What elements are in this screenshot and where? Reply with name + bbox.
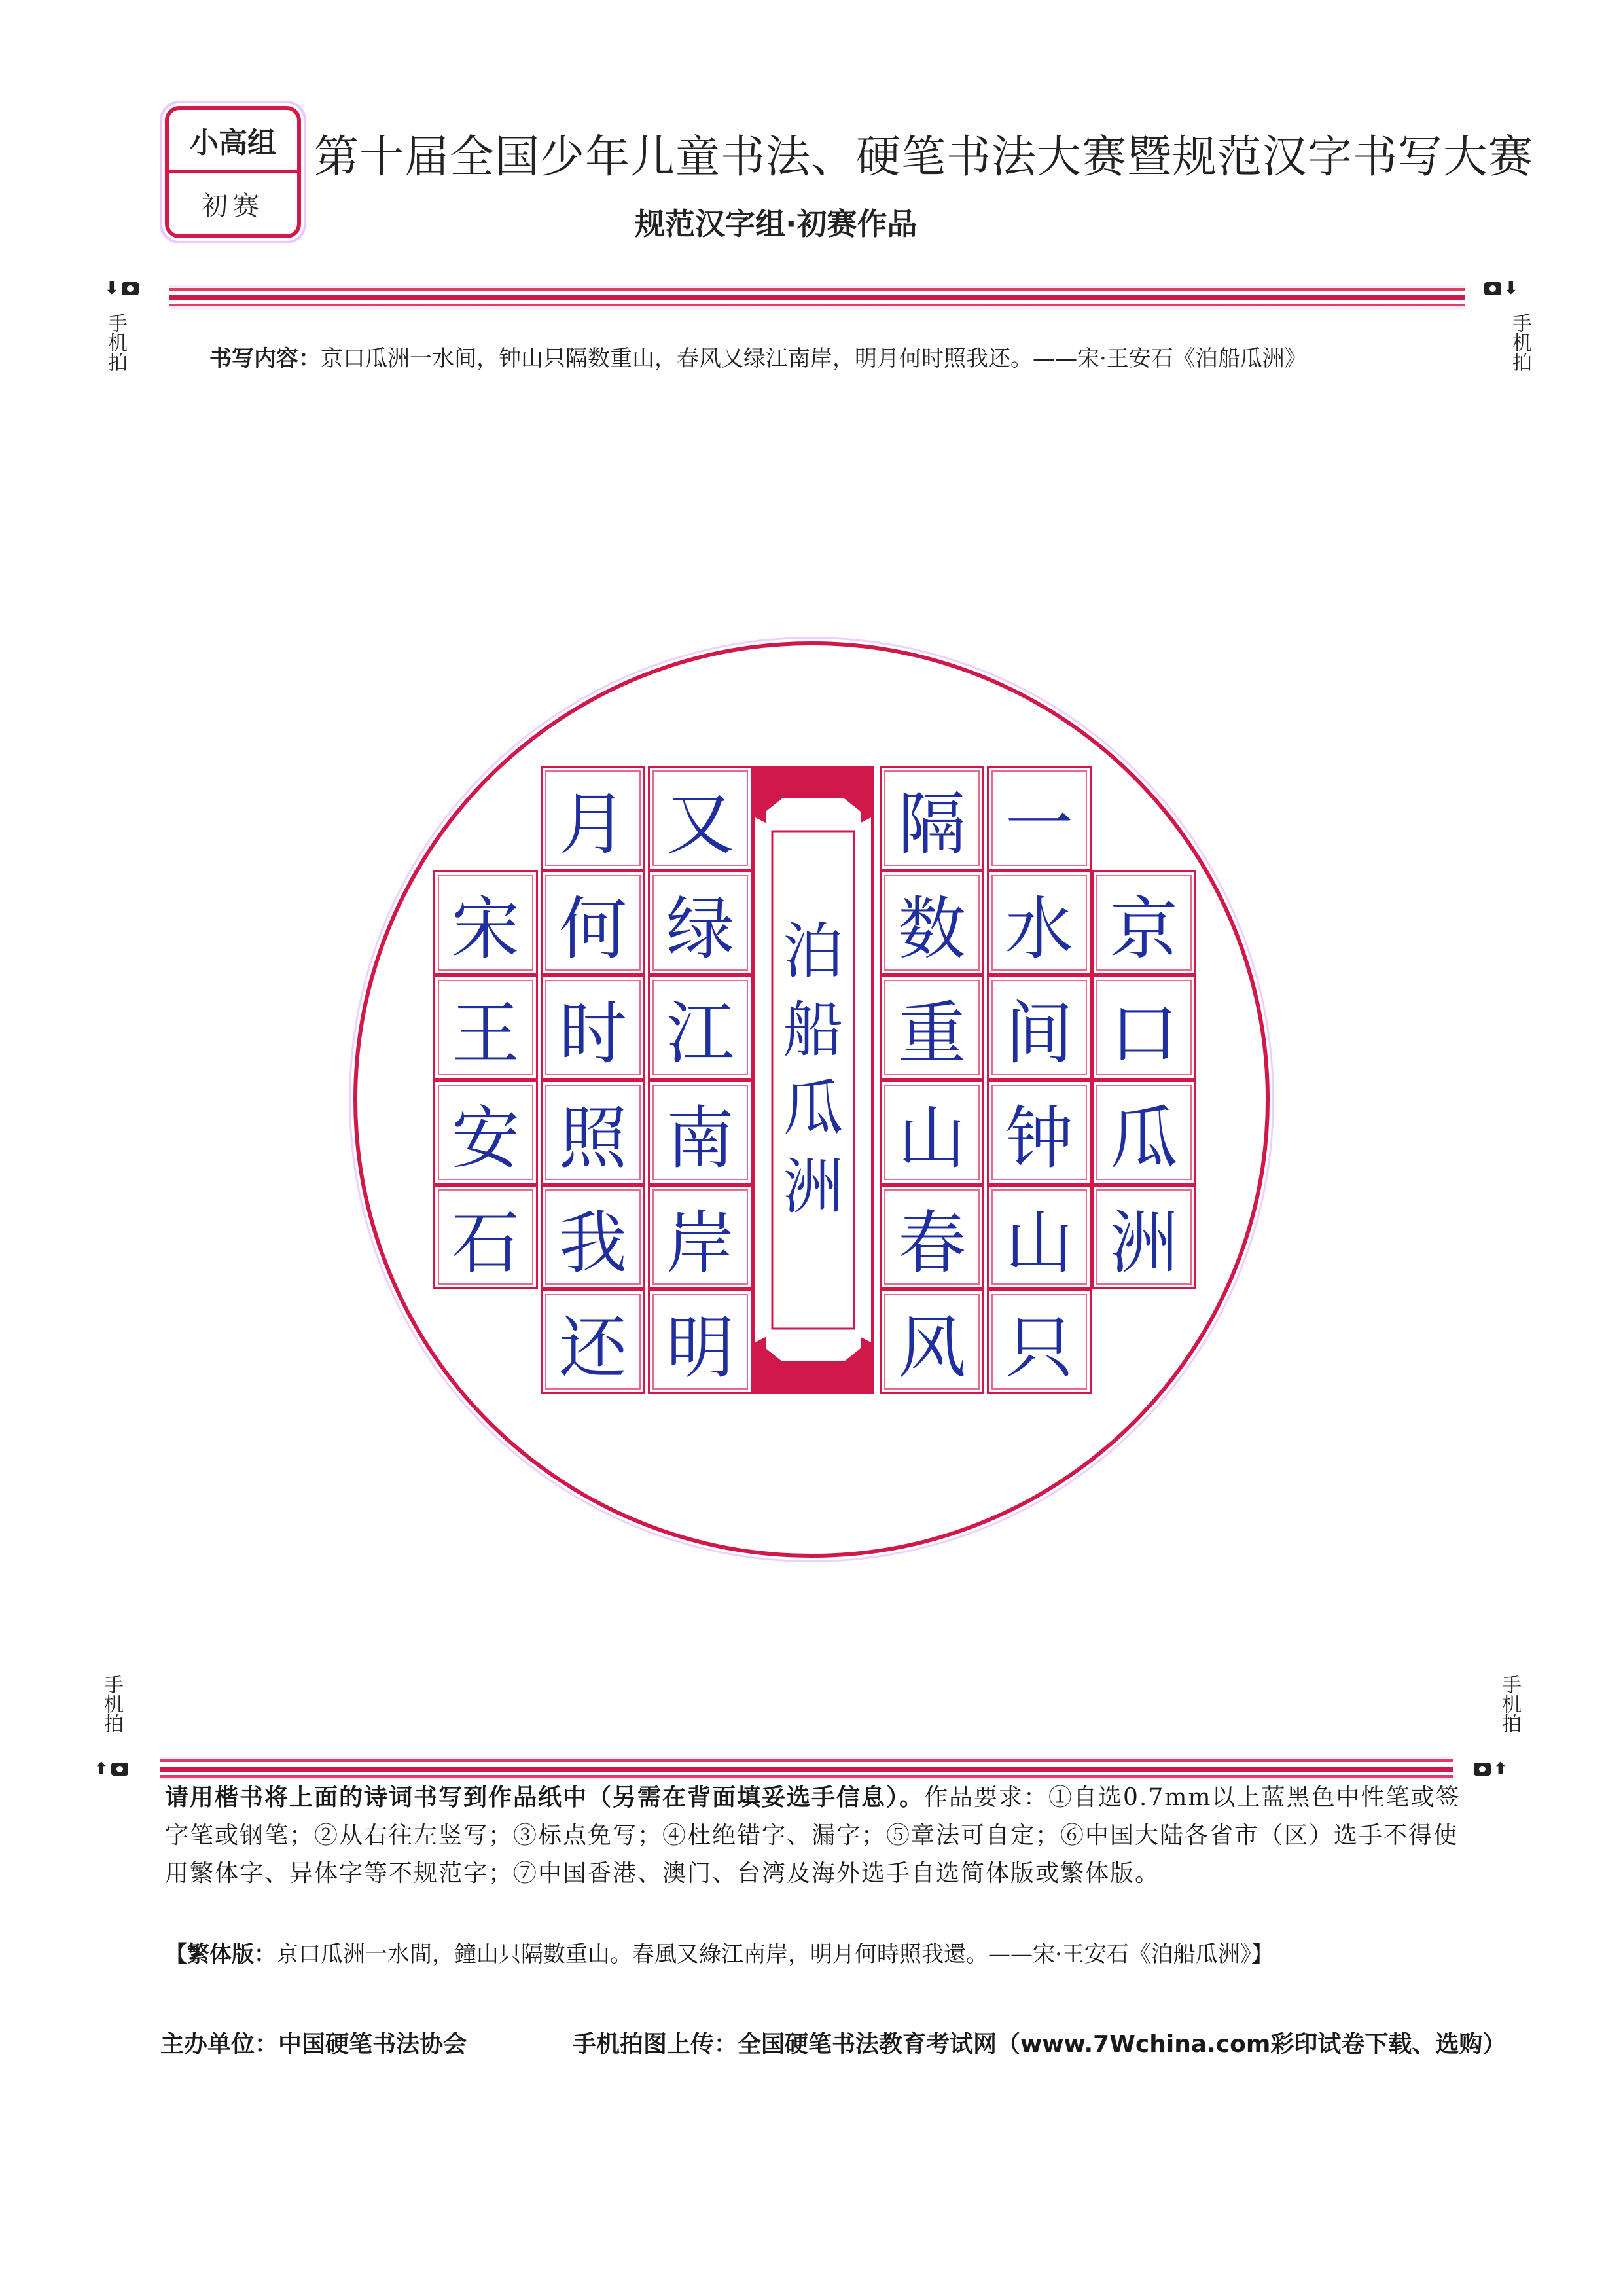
grid-cell: 明 — [648, 1289, 753, 1394]
poem-title-char: 泊 — [783, 916, 844, 986]
grid-cell: 江 — [648, 975, 753, 1080]
grid-cell: 安 — [433, 1080, 538, 1185]
grid-cell: 水 — [987, 870, 1092, 975]
grid-cell: 间 — [987, 975, 1092, 1080]
poem-title-char: 瓜 — [783, 1073, 844, 1143]
top-right-photo-mark — [1484, 281, 1518, 296]
grid-cell: 隔 — [880, 766, 984, 870]
grid-cell: 京 — [1092, 870, 1196, 975]
grid-cell: 石 — [433, 1185, 538, 1289]
grid-cell: 山 — [880, 1080, 984, 1185]
page-subtitle: 规范汉字组·初赛作品 — [635, 206, 918, 242]
writing-content-text: 京口瓜洲一水间，钟山只隔数重山，春风又绿江南岸，明月何时照我还。——宋·王安石《泊船瓜洲》 — [321, 346, 1307, 372]
writing-content-label: 书写内容： — [209, 346, 321, 372]
camera-icon — [1484, 282, 1501, 295]
camera-icon — [111, 1763, 128, 1776]
vertical-label-text: 手机拍 — [100, 1674, 123, 1733]
grid-cell: 山 — [987, 1185, 1092, 1289]
grid-cell: 还 — [541, 1289, 645, 1394]
arrow-up-icon: ⬆ — [1493, 1759, 1508, 1779]
grid-cell: 宋 — [433, 870, 538, 975]
grid-cell: 春 — [880, 1185, 984, 1289]
bottom-right-photo-mark — [1474, 1759, 1508, 1779]
grid-cell: 月 — [541, 766, 645, 870]
grid-cell: 只 — [987, 1289, 1092, 1394]
vertical-label-text: 手机拍 — [104, 313, 127, 372]
upload-info: 手机拍图上传：全国硬笔书法教育考试网（www.7Wchina.com彩印试卷下载、选购） — [573, 2031, 1507, 2058]
grid-cell: 一 — [987, 766, 1092, 870]
camera-icon — [122, 282, 139, 295]
grid-cell: 绿 — [648, 870, 753, 975]
instructions — [165, 1779, 1461, 1893]
grid-cell: 口 — [1092, 975, 1196, 1080]
arrow-down-icon: ⬇ — [1504, 279, 1518, 298]
instructions-body: 作品要求：①自选0.7mm以上蓝黑色中性笔或签字笔或钢笔；②从右往左竖写；③标点免写；④杜绝错字、漏字；⑤章法可自定；⑥中国大陆各省市（区）选手不得使用繁体字、异体字等不规范字；⑦中国香港、澳门、台湾及海外选手自选简体版或繁体版。 — [165, 1784, 1461, 1887]
poem-title-char: 船 — [783, 995, 844, 1065]
top-right-vertical-label — [1507, 313, 1530, 372]
grid-cell: 钟 — [987, 1080, 1092, 1185]
grid-cell: 又 — [648, 766, 753, 870]
page-title: 第十届全国少年儿童书法、硬笔书法大赛暨规范汉字书写大赛 — [314, 132, 1534, 183]
grid-cell: 南 — [648, 1080, 753, 1185]
grid-cell: 重 — [880, 975, 984, 1080]
traditional-text: 京口瓜洲一水間，鐘山只隔數重山。春風又綠江南岸，明月何時照我還。——宋·王安石《泊船瓜洲》】 — [276, 1941, 1274, 1967]
arrow-down-icon: ⬇ — [105, 279, 119, 298]
grid-cell: 洲 — [1092, 1185, 1196, 1289]
bottom-rule — [160, 1759, 1453, 1780]
grid-cell: 风 — [880, 1289, 984, 1394]
poem-title-slot — [753, 766, 874, 1394]
bottom-left-vertical-label — [98, 1674, 122, 1733]
traditional-version — [165, 1936, 1474, 1968]
vertical-label-text: 手机拍 — [1498, 1674, 1521, 1733]
traditional-label: 【繁体版： — [165, 1941, 276, 1967]
instructions-lead: 请用楷书将上面的诗词书写到作品纸中（另需在背面填妥选手信息）。 — [165, 1784, 925, 1811]
arrow-up-icon: ⬆ — [94, 1759, 109, 1779]
vertical-label-text: 手机拍 — [1508, 313, 1531, 372]
group-label: 小高组 — [169, 110, 297, 173]
top-rule — [169, 288, 1465, 309]
grid-cell: 何 — [541, 870, 645, 975]
grid-cell: 照 — [541, 1080, 645, 1185]
writing-content — [209, 340, 1307, 372]
grid-cell: 瓜 — [1092, 1080, 1196, 1185]
stage-label: 初赛 — [202, 191, 264, 221]
top-left-photo-mark — [105, 281, 139, 296]
grid-cell: 我 — [541, 1185, 645, 1289]
bottom-right-vertical-label — [1496, 1674, 1520, 1733]
bottom-left-photo-mark — [94, 1759, 128, 1779]
poem-title-char: 洲 — [783, 1152, 844, 1222]
grid-cell: 岸 — [648, 1185, 753, 1289]
organizer: 主办单位：中国硬笔书法协会 — [160, 2031, 467, 2058]
grid-cell: 王 — [433, 975, 538, 1080]
grid-cell: 时 — [541, 975, 645, 1080]
group-badge — [165, 106, 301, 238]
grid-cell: 数 — [880, 870, 984, 975]
camera-icon — [1474, 1763, 1491, 1776]
top-left-vertical-label — [102, 313, 126, 372]
